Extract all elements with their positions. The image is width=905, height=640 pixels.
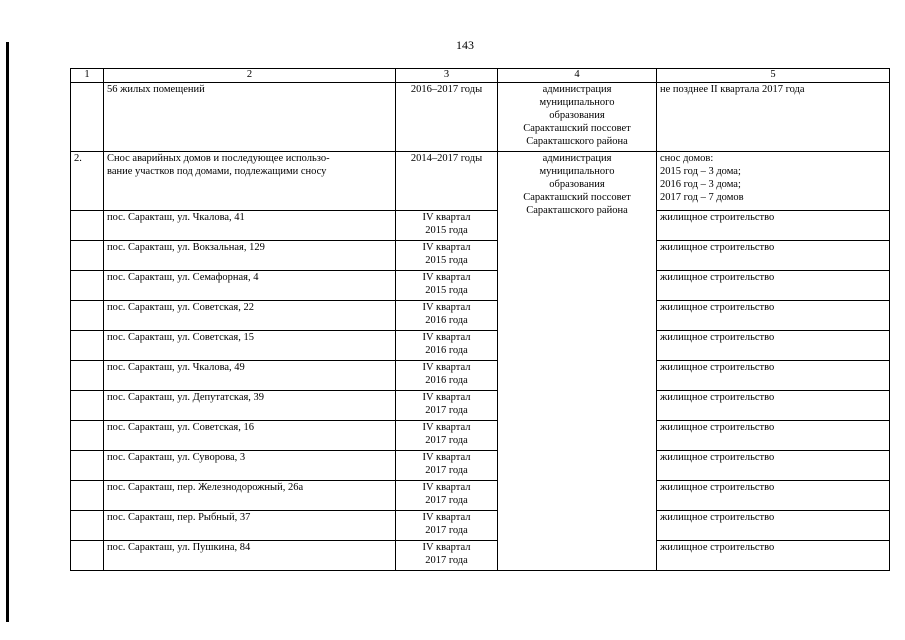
table-row	[71, 451, 890, 481]
table-row	[71, 511, 890, 541]
period-cell: IV квартал 2017 года	[396, 541, 498, 571]
num-cell	[71, 331, 104, 361]
header-cell: 1	[71, 69, 104, 83]
header-cell: 3	[396, 69, 498, 83]
num-cell	[71, 301, 104, 331]
table-row	[71, 271, 890, 301]
table-row	[71, 541, 890, 571]
table-row	[71, 301, 890, 331]
num-cell	[71, 451, 104, 481]
header-cell: 4	[498, 69, 657, 83]
left-margin-rule	[6, 42, 9, 622]
table-row	[71, 241, 890, 271]
num-cell	[71, 211, 104, 241]
result-cell: жилищное строительство	[657, 481, 890, 511]
period-cell: IV квартал 2017 года	[396, 391, 498, 421]
result-cell: жилищное строительство	[657, 361, 890, 391]
num-cell	[71, 83, 104, 152]
period-cell: IV квартал 2017 года	[396, 451, 498, 481]
period-cell: 2016–2017 годы	[396, 83, 498, 152]
header-cell: 2	[104, 69, 396, 83]
result-cell: жилищное строительство	[657, 541, 890, 571]
num-cell	[71, 241, 104, 271]
num-cell	[71, 391, 104, 421]
period-cell: IV квартал 2016 года	[396, 301, 498, 331]
num-cell: 2.	[71, 152, 104, 211]
period-cell: IV квартал 2015 года	[396, 241, 498, 271]
period-cell: IV квартал 2017 года	[396, 481, 498, 511]
num-cell	[71, 541, 104, 571]
responsible-cell: администрация муниципального образования Саракташский поссовет Саракташского района	[498, 83, 657, 152]
result-cell: жилищное строительство	[657, 391, 890, 421]
table-row	[71, 361, 890, 391]
page-number: 143	[456, 38, 474, 52]
address-cell: пос. Саракташ, пер. Железнодорожный, 26а	[104, 481, 396, 511]
header-row	[71, 69, 890, 83]
num-cell	[71, 511, 104, 541]
table-row	[71, 481, 890, 511]
result-cell: жилищное строительство	[657, 301, 890, 331]
task-cell: 56 жилых помещений	[104, 83, 396, 152]
result-cell: снос домов: 2015 год – 3 дома; 2016 год – 3 дома; 2017 год – 7 домов	[657, 152, 890, 211]
address-cell: пос. Саракташ, ул. Советская, 15	[104, 331, 396, 361]
num-cell	[71, 271, 104, 301]
result-cell: жилищное строительство	[657, 211, 890, 241]
address-cell: пос. Саракташ, ул. Чкалова, 49	[104, 361, 396, 391]
address-cell: пос. Саракташ, ул. Советская, 22	[104, 301, 396, 331]
period-cell: IV квартал 2016 года	[396, 361, 498, 391]
task-cell: Снос аварийных домов и последующее использо- вание участков под домами, подлежащими сносу	[104, 152, 396, 211]
result-cell: жилищное строительство	[657, 421, 890, 451]
num-cell	[71, 421, 104, 451]
result-cell: жилищное строительство	[657, 511, 890, 541]
address-cell: пос. Саракташ, ул. Семафорная, 4	[104, 271, 396, 301]
table-row	[71, 331, 890, 361]
num-cell	[71, 481, 104, 511]
period-cell: IV квартал 2017 года	[396, 421, 498, 451]
result-cell: жилищное строительство	[657, 331, 890, 361]
num-cell	[71, 361, 104, 391]
responsible-cell: администрация муниципального образования Саракташский поссовет Саракташского района	[498, 152, 657, 571]
table-row	[71, 391, 890, 421]
address-cell: пос. Саракташ, ул. Суворова, 3	[104, 451, 396, 481]
address-cell: пос. Саракташ, ул. Пушкина, 84	[104, 541, 396, 571]
address-cell: пос. Саракташ, ул. Чкалова, 41	[104, 211, 396, 241]
table-row	[71, 152, 890, 211]
period-cell: IV квартал 2016 года	[396, 331, 498, 361]
period-cell: IV квартал 2015 года	[396, 211, 498, 241]
result-cell: жилищное строительство	[657, 241, 890, 271]
address-cell: пос. Саракташ, ул. Депутатская, 39	[104, 391, 396, 421]
period-cell: IV квартал 2017 года	[396, 511, 498, 541]
result-cell: жилищное строительство	[657, 271, 890, 301]
address-cell: пос. Саракташ, пер. Рыбный, 37	[104, 511, 396, 541]
table-row	[71, 83, 890, 152]
address-cell: пос. Саракташ, ул. Советская, 16	[104, 421, 396, 451]
result-cell: жилищное строительство	[657, 451, 890, 481]
period-cell: IV квартал 2015 года	[396, 271, 498, 301]
result-cell: не позднее II квартала 2017 года	[657, 83, 890, 152]
plan-table	[70, 68, 890, 571]
header-cell: 5	[657, 69, 890, 83]
address-cell: пос. Саракташ, ул. Вокзальная, 129	[104, 241, 396, 271]
period-cell: 2014–2017 годы	[396, 152, 498, 211]
table-row	[71, 421, 890, 451]
table-row	[71, 211, 890, 241]
